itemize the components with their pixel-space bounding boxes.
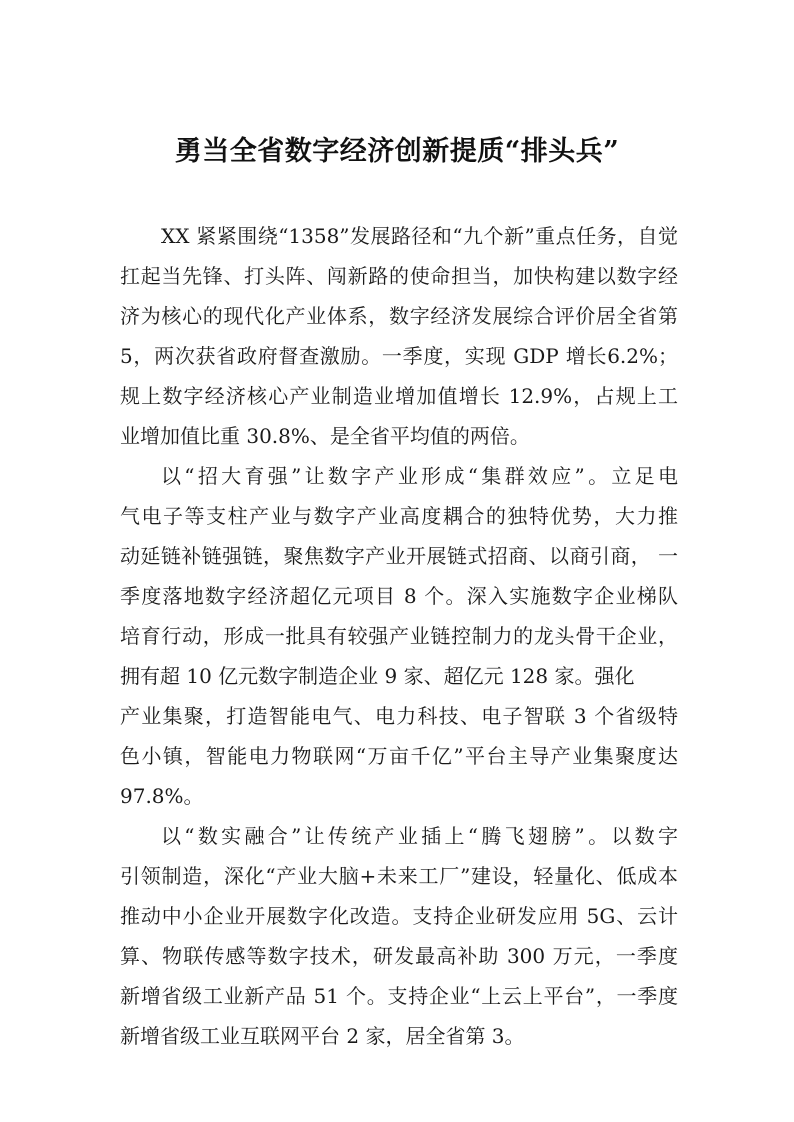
paragraph-2-line-4: 季度落地数字经济超亿元项目 8 个。深入实施数字企业梯队 [120,584,678,608]
paragraph-1-line-5: 规上数字经济核心产业制造业增加值增长 12.9%，占规上工 [120,384,678,408]
paragraph-2-line-5: 培育行动，形成一批具有较强产业链控制力的龙头骨干企业， [120,624,678,648]
paragraph-2-line-1: 以“招大育强”让数字产业形成“集群效应”。立足电 [161,464,678,488]
paragraph-3-line-4: 算、物联传感等数字技术，研发最高补助 300 万元，一季度 [120,944,678,968]
paragraph-3-line-1: 以“数实融合”让传统产业插上“腾飞翅膀”。以数字 [161,824,678,848]
paragraph-2-line-9: 97.8%。 [120,784,204,808]
paragraph-3-line-5: 新增省级工业新产品 51 个。支持企业“上云上平台”，一季度 [120,984,678,1008]
document-title: 勇当全省数字经济创新提质“排头兵” [174,136,620,167]
paragraph-1-line-4: 5，两次获省政府督查激励。一季度，实现 GDP 增长6.2%； [120,344,678,368]
paragraph-3-line-6: 新增省级工业互联网平台 2 家，居全省第 3。 [120,1024,525,1048]
paragraph-2-line-6: 拥有超 10 亿元数字制造企业 9 家、超亿元 128 家。强化 [120,664,635,688]
paragraph-1-line-3: 济为核心的现代化产业体系，数字经济发展综合评价居全省第 [120,304,678,328]
paragraph-1-line-6: 业增加值比重 30.8%、是全省平均值的两倍。 [120,424,530,448]
paragraph-1-line-2: 扛起当先锋、打头阵、闯新路的使命担当，加快构建以数字经 [120,264,678,288]
paragraph-2-line-2: 气电子等支柱产业与数字产业高度耦合的独特优势，大力推 [120,504,678,528]
paragraph-1-line-1: XX 紧紧围绕“1358”发展路径和“九个新”重点任务，自觉 [161,224,678,248]
paragraph-3-line-2: 引领制造，深化“产业大脑+未来工厂”建设，轻量化、低成本 [120,864,678,888]
paragraph-2-line-3: 动延链补链强链，聚焦数字产业开展链式招商、以商引商， 一 [120,544,678,568]
paragraph-2-line-8: 色小镇，智能电力物联网“万亩千亿”平台主导产业集聚度达 [120,744,678,768]
paragraph-3-line-3: 推动中小企业开展数字化改造。支持企业研发应用 5G、云计 [120,904,678,928]
paragraph-2-line-7: 产业集聚，打造智能电气、电力科技、电子智联 3 个省级特 [120,704,678,728]
